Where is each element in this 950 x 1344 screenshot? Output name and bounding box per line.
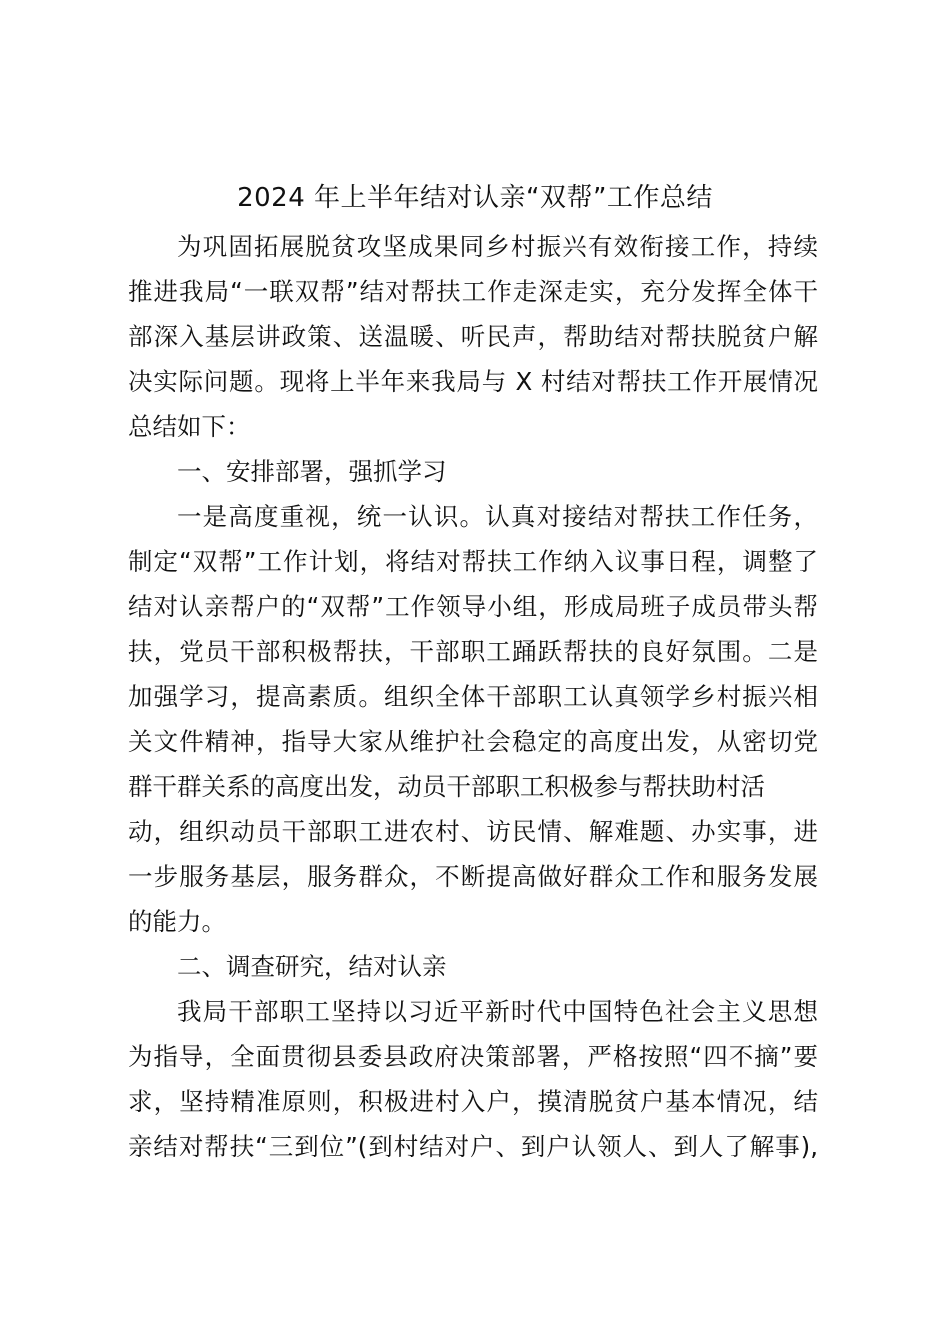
paragraph-line: 结对认亲帮户的“双帮”工作领导小组，形成局班子成员带头帮 <box>128 592 818 621</box>
paragraph-line: 我局干部职工坚持以习近平新时代中国特色社会主义思想 <box>177 997 818 1026</box>
paragraph-line: 决实际问题。现将上半年来我局与 X 村结对帮扶工作开展情况 <box>128 367 818 396</box>
paragraph-line: 求，坚持精准原则，积极进村入户，摸清脱贫户基本情况，结 <box>128 1087 818 1116</box>
document-title: 2024 年上半年结对认亲“双帮”工作总结 <box>237 183 713 213</box>
paragraph-line: 一是高度重视，统一认识。认真对接结对帮扶工作任务， <box>177 502 818 531</box>
document-body <box>128 224 818 1169</box>
paragraph-line: 为指导，全面贯彻县委县政府决策部署，严格按照“四不摘”要 <box>128 1042 818 1071</box>
paragraph-line: 一步服务基层，服务群众，不断提高做好群众工作和服务发展 <box>128 862 818 891</box>
paragraph-line: 部深入基层讲政策、送温暖、听民声，帮助结对帮扶脱贫户解 <box>128 322 818 351</box>
section-heading-1: 一、安排部署，强抓学习 <box>177 457 447 486</box>
paragraph-line: 为巩固拓展脱贫攻坚成果同乡村振兴有效衔接工作，持续 <box>177 232 818 261</box>
section-heading-2: 二、调查研究，结对认亲 <box>177 952 447 981</box>
paragraph-line: 亲结对帮扶“三到位”(到村结对户、到户认领人、到人了解事), <box>128 1132 818 1161</box>
paragraph-line: 制定“双帮”工作计划，将结对帮扶工作纳入议事日程，调整了 <box>128 547 818 576</box>
paragraph-line: 推进我局“一联双帮”结对帮扶工作走深走实，充分发挥全体干 <box>128 277 818 306</box>
paragraph-line: 的能力。 <box>128 907 226 936</box>
paragraph-line: 加强学习，提高素质。组织全体干部职工认真领学乡村振兴相 <box>128 682 818 711</box>
paragraph-line: 群干群关系的高度出发，动员干部职工积极参与帮扶助村活 <box>128 772 765 801</box>
paragraph-line: 动，组织动员干部职工进农村、访民情、解难题、办实事，进 <box>128 817 818 846</box>
paragraph-line: 扶，党员干部积极帮扶，干部职工踊跃帮扶的良好氛围。二是 <box>128 637 818 666</box>
paragraph-line: 总结如下： <box>128 412 251 441</box>
paragraph-line: 关文件精神，指导大家从维护社会稳定的高度出发，从密切党 <box>128 727 818 756</box>
